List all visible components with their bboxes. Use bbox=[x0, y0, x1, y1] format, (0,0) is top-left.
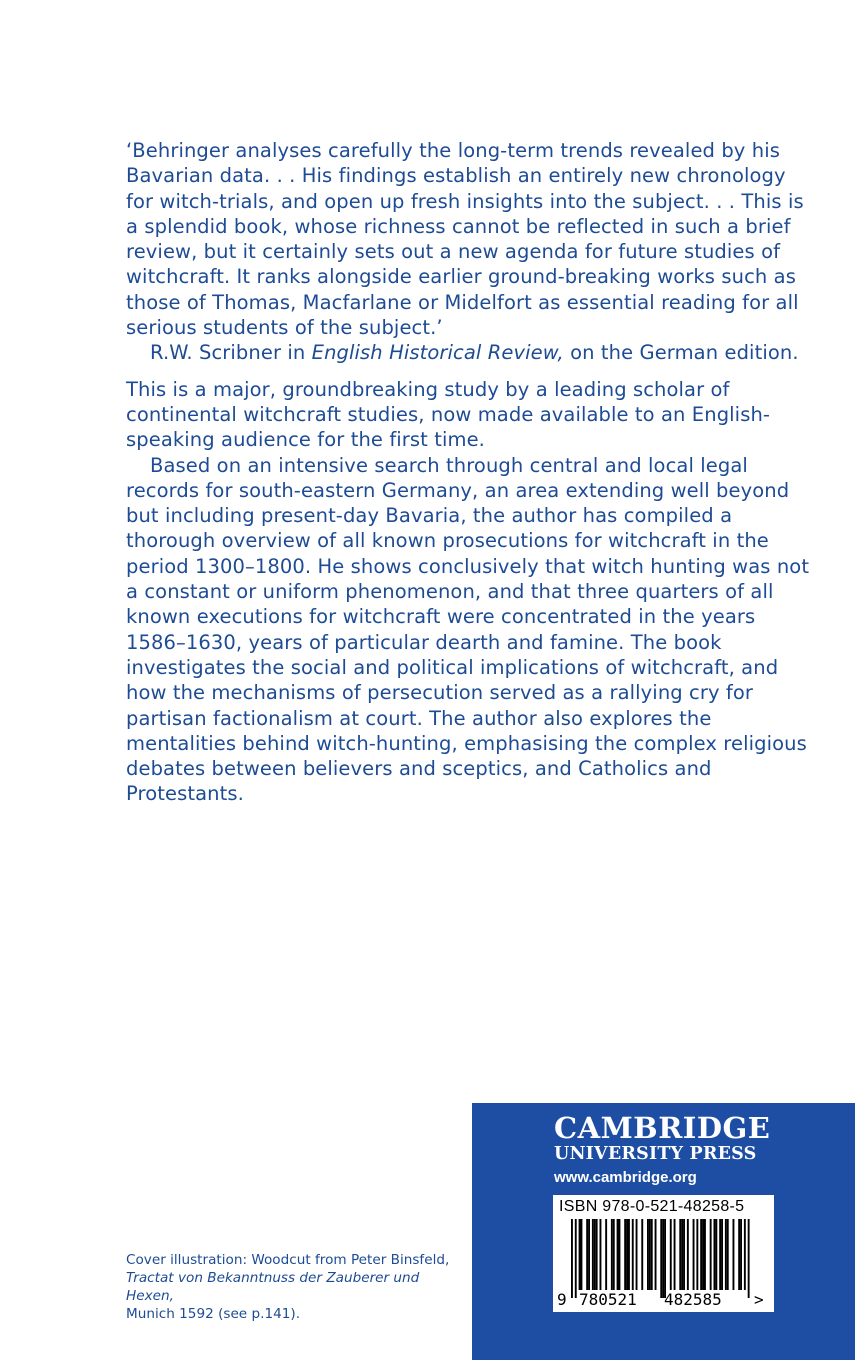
barcode-bar bbox=[613, 1219, 615, 1290]
barcode-bar bbox=[619, 1219, 621, 1290]
back-cover-blurb bbox=[126, 138, 816, 807]
barcode-bar bbox=[626, 1219, 628, 1290]
barcode-bar bbox=[596, 1219, 598, 1290]
barcode-digit-first: 9 bbox=[557, 1290, 567, 1309]
barcode-bar bbox=[702, 1219, 704, 1290]
barcode-bar bbox=[679, 1219, 681, 1290]
isbn-barcode bbox=[553, 1195, 774, 1312]
review-attribution bbox=[126, 340, 816, 365]
barcode-bar bbox=[733, 1219, 735, 1290]
attribution-author: R.W. Scribner in bbox=[150, 341, 312, 365]
barcode-bar bbox=[588, 1219, 590, 1290]
barcode-bar bbox=[683, 1219, 685, 1290]
barcode-bar bbox=[647, 1219, 649, 1290]
barcode-bar bbox=[674, 1219, 676, 1290]
credit-line-2: Tractat von Bekanntnuss der Zauberer und Hexen, bbox=[126, 1270, 420, 1304]
publisher-logo: CAMBRIDGE bbox=[554, 1111, 771, 1145]
barcode-bar bbox=[641, 1219, 643, 1290]
isbn-label: ISBN 978-0-521-48258-5 bbox=[559, 1198, 745, 1215]
description-paragraph-1: This is a major, groundbreaking study by a leading scholar of continental witchcraft studies, now made available to an English-speaking audience for the first time. bbox=[126, 377, 771, 452]
attribution-source: English Historical Review, bbox=[311, 341, 564, 365]
barcode-bar bbox=[594, 1219, 596, 1290]
barcode-bar bbox=[687, 1219, 689, 1290]
barcode-digits-right: 482585 bbox=[664, 1290, 722, 1309]
cover-illustration-credit bbox=[126, 1251, 471, 1323]
barcode-bar bbox=[624, 1219, 626, 1290]
credit-line-3: Munich 1592 (see p.141). bbox=[126, 1306, 301, 1322]
barcode-bar bbox=[721, 1219, 723, 1290]
barcode-bar bbox=[655, 1219, 657, 1290]
barcode-bar bbox=[704, 1219, 706, 1290]
barcode-bar bbox=[725, 1219, 727, 1290]
barcode-bar bbox=[738, 1219, 740, 1290]
barcode-bar bbox=[700, 1219, 702, 1290]
barcode-bar bbox=[581, 1219, 583, 1290]
publisher-url: www.cambridge.org bbox=[554, 1169, 697, 1186]
barcode-bar bbox=[632, 1219, 634, 1290]
barcode-bar bbox=[600, 1219, 602, 1290]
barcode-bar bbox=[579, 1219, 581, 1290]
barcode-bar bbox=[714, 1219, 716, 1290]
review-quote: ‘Behringer analyses carefully the long-term trends revealed by his Bavarian data. . . His findings establish an entirely new chronology for witch-trials, and open up fresh insights into the subject. . . This is a splendid book, whose richness cannot be reflected in such a brief review, but it certainly sets out a new agenda for future studies of witchcraft. It ranks alongside earlier ground-breaking works such as those of Thomas, Macfarlane or Midelfort as essential reading for all serious students of the subject.’ bbox=[126, 139, 804, 340]
barcode-bar bbox=[681, 1219, 683, 1290]
publisher-subtitle: UNIVERSITY PRESS bbox=[554, 1144, 757, 1164]
barcode-bar bbox=[628, 1219, 630, 1290]
barcode-bar bbox=[649, 1219, 651, 1290]
barcode-bar bbox=[748, 1219, 750, 1298]
barcode-bar bbox=[696, 1219, 698, 1290]
barcode-bar bbox=[727, 1219, 729, 1290]
barcode-bar bbox=[719, 1219, 721, 1290]
barcode-bar bbox=[611, 1219, 613, 1290]
attribution-suffix: on the German edition. bbox=[563, 341, 799, 365]
barcode-bar bbox=[715, 1219, 717, 1290]
barcode-bar bbox=[662, 1219, 664, 1298]
barcode-bar bbox=[636, 1219, 638, 1290]
barcode-bar bbox=[670, 1219, 672, 1290]
barcode-digits-left: 780521 bbox=[579, 1290, 637, 1309]
barcode-arrow: > bbox=[754, 1290, 764, 1309]
barcode-bar bbox=[586, 1219, 588, 1290]
barcode-bar bbox=[744, 1219, 746, 1290]
barcode-bar bbox=[710, 1219, 712, 1290]
barcode-bar bbox=[571, 1219, 573, 1298]
description-paragraph-2: Based on an intensive search through central and local legal records for south-eastern Germany, an area extending well beyond but including present-day Bavaria, the author has compiled a thorough overview of all known prosecutions for witchcraft in the period 1300–1800. He shows conclusively that witch hunting was not a constant or uniform phenomenon, and that three quarters of all known executions for witchcraft were concentrated in the years 1586–1630, years of particular dearth and famine. The book investigates the social and political implications of witchcraft, and how the mechanisms of persecution served as a rallying cry for partisan factionalism at court. The author also explores the mentalities behind witch-hunting, emphasising the complex religious debates between believers and sceptics, and Catholics and Protestants. bbox=[126, 453, 810, 806]
barcode-bar bbox=[660, 1219, 662, 1298]
barcode-bar bbox=[605, 1219, 607, 1290]
barcode-bar bbox=[617, 1219, 619, 1290]
barcode-bar bbox=[592, 1219, 594, 1290]
barcode-bar bbox=[740, 1219, 742, 1290]
barcode-bar bbox=[664, 1219, 666, 1298]
credit-line-1: Cover illustration: Woodcut from Peter Binsfeld, bbox=[126, 1252, 450, 1268]
barcode-bar bbox=[575, 1219, 577, 1298]
barcode-bar bbox=[693, 1219, 695, 1290]
publisher-panel bbox=[472, 1103, 855, 1360]
barcode-bar bbox=[651, 1219, 653, 1290]
